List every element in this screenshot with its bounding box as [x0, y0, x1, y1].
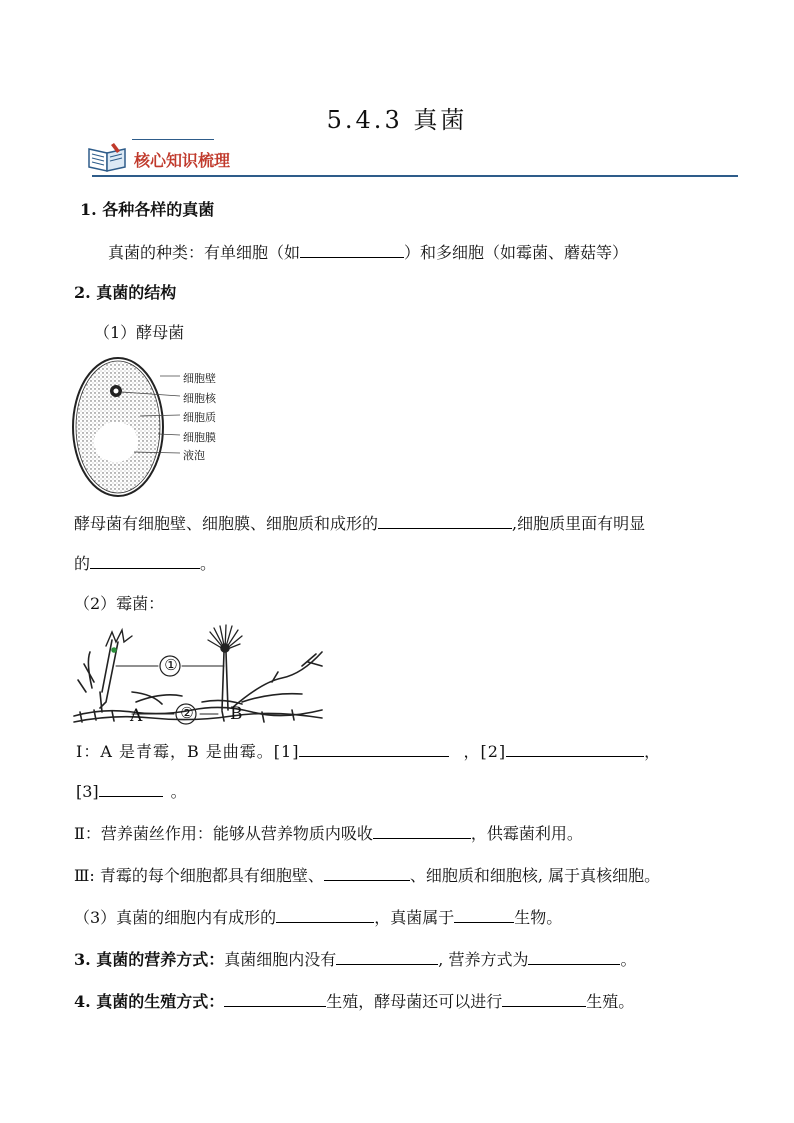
- blank-7[interactable]: [373, 822, 471, 839]
- blank-5[interactable]: [506, 740, 644, 757]
- s1-paragraph: 真菌的种类：有单细胞（如 ）和多细胞（如霉菌、蘑菇等）: [108, 243, 629, 262]
- mold-i: Ⅰ：A 是青霉，B 是曲霉。[1] ，[2] ，: [76, 742, 662, 761]
- label-vacuole: 液泡: [183, 449, 205, 462]
- blank-10[interactable]: [454, 906, 514, 923]
- label-membrane: 细胞膜: [183, 431, 216, 444]
- mold-label-2: ②: [180, 704, 194, 722]
- header-rule: [92, 175, 738, 177]
- label-cell-wall: 细胞壁: [183, 372, 216, 385]
- mold-label-B: B: [230, 704, 243, 724]
- mold-ii: Ⅱ：营养菌丝作用：能够从营养物质内吸收 ，供霉菌利用。: [74, 824, 583, 843]
- page-title: 5.4.3 真菌: [326, 106, 468, 134]
- s3-line: 3. 真菌的营养方式：真菌细胞内没有 , 营养方式为 。: [74, 950, 637, 969]
- blank-8[interactable]: [324, 864, 410, 881]
- blank-6[interactable]: [99, 780, 163, 797]
- book-icon: [86, 141, 130, 175]
- mold-iii: Ⅲ: 青霉的每个细胞都具有细胞壁、 、细胞质和细胞核, 属于真核细胞。: [74, 866, 661, 885]
- s4-line: 4. 真菌的生殖方式： 生殖，酵母菌还可以进行 生殖。: [74, 992, 635, 1011]
- blank-2[interactable]: [378, 512, 512, 529]
- blank-4[interactable]: [299, 740, 449, 757]
- s1-heading: 1. 各种各样的真菌: [80, 200, 215, 219]
- header-top-rule: [132, 139, 214, 140]
- label-cytoplasm: 细胞质: [183, 411, 216, 424]
- blank-13[interactable]: [224, 990, 326, 1007]
- yeast-paragraph: 酵母菌有细胞壁、细胞膜、细胞质和成形的 ,细胞质里面有明显: [74, 514, 646, 533]
- s2-sub2: （2）霉菌：: [74, 594, 165, 613]
- mold-i-2: [3] 。: [76, 782, 187, 801]
- blank-3[interactable]: [90, 552, 200, 569]
- s2-sub1: （1）酵母菌: [94, 323, 185, 342]
- s2-sub3: （3）真菌的细胞内有成形的 ，真菌属于 生物。: [74, 908, 563, 927]
- blank-14[interactable]: [502, 990, 586, 1007]
- blank-11[interactable]: [336, 948, 438, 965]
- yeast-paragraph-2: 的 。: [74, 554, 217, 573]
- blank-12[interactable]: [528, 948, 620, 965]
- mold-diagram: [72, 622, 332, 726]
- label-nucleus: 细胞核: [183, 392, 216, 405]
- mold-label-1: ①: [164, 656, 178, 674]
- blank-1[interactable]: [300, 241, 404, 258]
- mold-label-A: A: [130, 706, 143, 726]
- blank-9[interactable]: [276, 906, 374, 923]
- s2-heading: 2. 真菌的结构: [74, 283, 177, 302]
- section-header: 核心知识梳理: [134, 151, 231, 170]
